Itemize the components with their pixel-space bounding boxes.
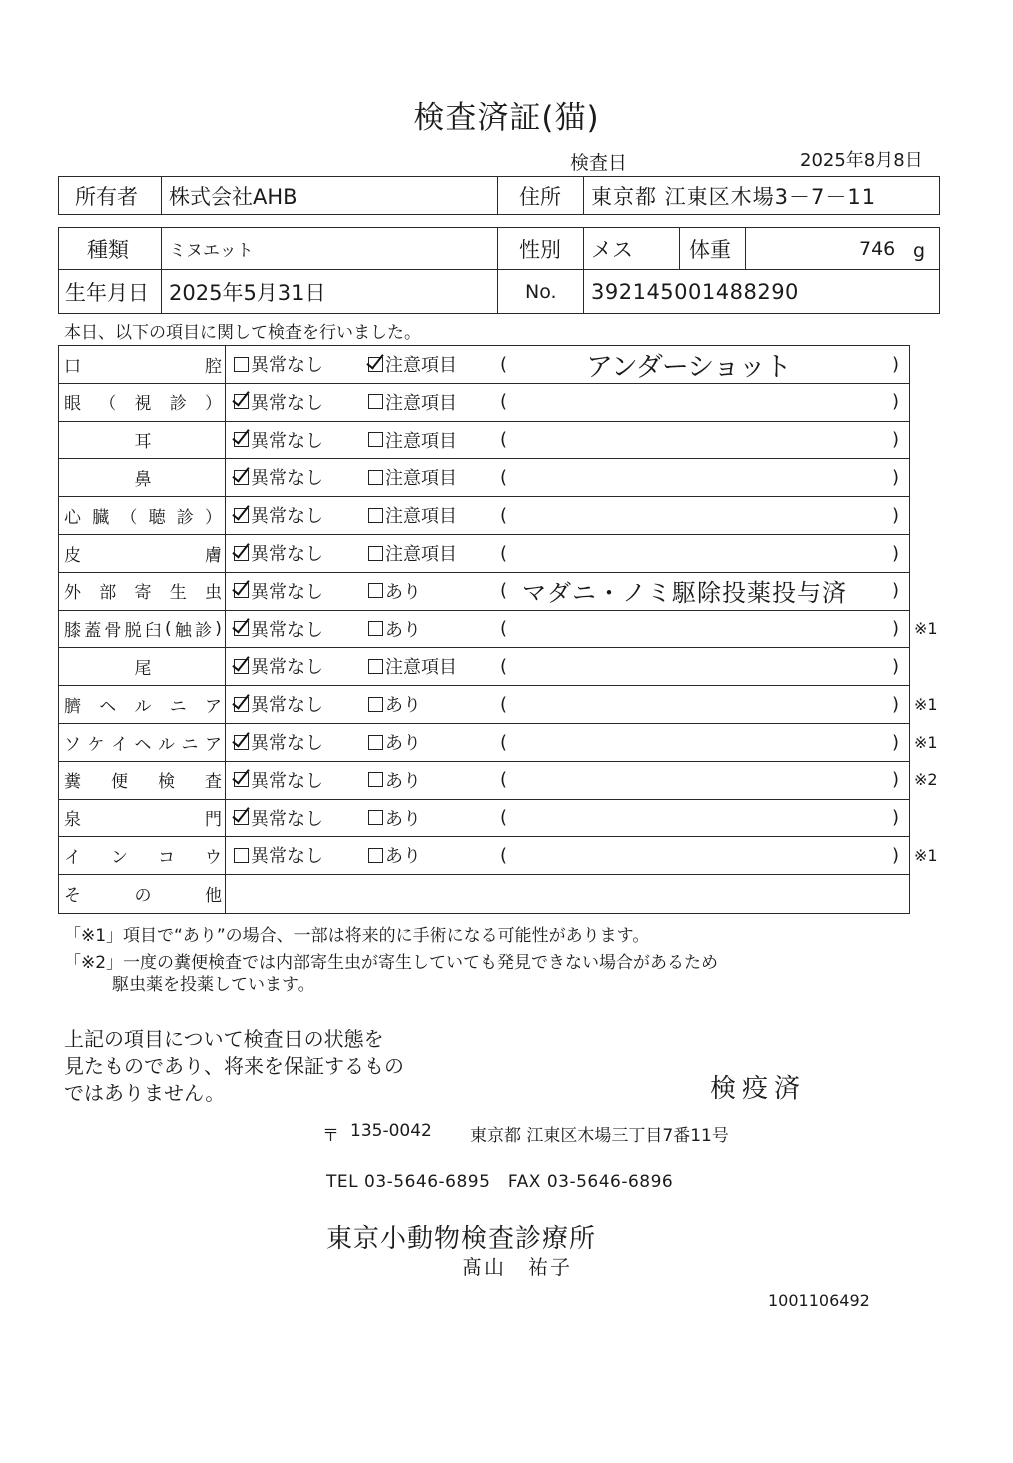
footnote-2-line2: 駆虫薬を投薬しています。 bbox=[112, 975, 315, 995]
checked-checkbox-icon[interactable] bbox=[368, 357, 383, 372]
option-label: 異常なし bbox=[251, 355, 323, 376]
attention-checkbox[interactable] bbox=[368, 345, 457, 383]
footnote-1: 「※1」項目で“あり”の場合、一部は将来的に手術になる可能性があります。 bbox=[64, 926, 650, 946]
option-label: あり bbox=[385, 619, 421, 641]
note-reference: ※1 bbox=[914, 619, 938, 639]
remark-close-paren: ) bbox=[892, 580, 900, 602]
option-label: 異常なし bbox=[251, 544, 323, 565]
option-label: 異常なし bbox=[251, 581, 323, 603]
weight-value: 746 bbox=[859, 237, 896, 260]
footnote-2-line1: 「※2」一度の糞便検査では内部寄生虫が寄生していても発見できない場合があるため bbox=[64, 953, 719, 973]
remark-close-paren: ) bbox=[892, 429, 900, 451]
attention-checkbox[interactable] bbox=[368, 534, 457, 572]
checked-checkbox-icon[interactable] bbox=[234, 621, 249, 636]
normal-checkbox[interactable] bbox=[234, 458, 323, 496]
remark-open-paren: ( bbox=[500, 844, 508, 866]
checked-checkbox-icon[interactable] bbox=[234, 772, 249, 787]
option-label: あり bbox=[385, 808, 421, 830]
remark-open-paren: ( bbox=[500, 618, 508, 640]
item-label: 口 腔 bbox=[64, 356, 222, 377]
item-label: 膝 蓋 骨 脱 臼 ( 触 診 ) bbox=[64, 618, 222, 642]
item-label: 眼 （ 視 診 ） bbox=[64, 394, 222, 415]
address-value: 東京都 江東区木場3－7－11 bbox=[591, 184, 877, 209]
normal-checkbox[interactable] bbox=[234, 647, 323, 685]
normal-checkbox[interactable] bbox=[234, 799, 323, 837]
checkbox-icon[interactable] bbox=[234, 357, 249, 372]
option-label: 異常なし bbox=[251, 619, 323, 641]
clinic-address: 東京都 江東区木場三丁目7番11号 bbox=[470, 1126, 729, 1146]
remark-close-paren: ) bbox=[892, 655, 900, 677]
item-label: 尾 bbox=[134, 658, 152, 679]
normal-checkbox[interactable] bbox=[234, 836, 323, 874]
normal-checkbox[interactable] bbox=[234, 761, 323, 799]
item-label: イ ン コ ウ bbox=[64, 847, 222, 868]
remark-open-paren: ( bbox=[500, 504, 508, 526]
remark-open-paren: ( bbox=[500, 353, 508, 375]
checkbox-icon[interactable] bbox=[234, 848, 249, 863]
option-label: 異常なし bbox=[251, 846, 323, 868]
checkbox-icon[interactable] bbox=[368, 848, 383, 863]
option-label: 異常なし bbox=[251, 733, 323, 754]
remark-close-paren: ) bbox=[892, 731, 900, 753]
normal-checkbox[interactable] bbox=[234, 610, 323, 648]
remark-close-paren: ) bbox=[892, 693, 900, 715]
option-label: 注意項目 bbox=[385, 392, 457, 414]
quarantine-stamp: 検疫済 bbox=[710, 1074, 807, 1104]
remark-open-paren: ( bbox=[500, 466, 508, 488]
checked-checkbox-icon[interactable] bbox=[234, 697, 249, 712]
option-label: 異常なし bbox=[251, 695, 323, 717]
note-reference: ※1 bbox=[914, 732, 938, 752]
normal-checkbox[interactable] bbox=[234, 421, 323, 459]
normal-checkbox[interactable] bbox=[234, 685, 323, 723]
remark-close-paren: ) bbox=[892, 769, 900, 791]
sex-label: 性別 bbox=[519, 237, 561, 262]
checked-checkbox-icon[interactable] bbox=[234, 394, 249, 409]
attention-checkbox[interactable] bbox=[368, 647, 457, 685]
option-label: 異常なし bbox=[251, 430, 323, 452]
weight-label: 体重 bbox=[689, 237, 731, 262]
attention-checkbox[interactable] bbox=[368, 610, 421, 648]
attention-checkbox[interactable] bbox=[368, 685, 421, 723]
serial-number: 1001106492 bbox=[768, 1291, 870, 1310]
owner-table bbox=[58, 176, 940, 215]
remark-close-paren: ) bbox=[892, 542, 900, 564]
item-label: 外 部 寄 生 虫 bbox=[64, 583, 222, 604]
owner-value: 株式会社AHB bbox=[169, 184, 298, 209]
checkbox-icon[interactable] bbox=[368, 621, 383, 636]
option-label: 異常なし bbox=[251, 808, 323, 830]
inspection-date: 2025年8月8日 bbox=[800, 150, 923, 171]
no-value: 392145001488290 bbox=[591, 279, 799, 304]
attention-checkbox[interactable] bbox=[368, 572, 421, 610]
dob-label: 生年月日 bbox=[65, 280, 149, 305]
remark-open-paren: ( bbox=[500, 655, 508, 677]
item-label: 泉 門 bbox=[64, 810, 222, 831]
option-label: 注意項目 bbox=[385, 468, 457, 490]
note-reference: ※1 bbox=[914, 845, 938, 865]
remark-open-paren: ( bbox=[500, 542, 508, 564]
checkbox-icon[interactable] bbox=[368, 470, 383, 485]
remark-open-paren: ( bbox=[500, 693, 508, 715]
doctor-name: 髙山 祐子 bbox=[462, 1255, 572, 1279]
option-label: 注意項目 bbox=[385, 355, 457, 376]
normal-checkbox[interactable] bbox=[234, 345, 323, 383]
checked-checkbox-icon[interactable] bbox=[234, 508, 249, 523]
sex-value: メス bbox=[591, 237, 633, 262]
postal-mark: 〒 bbox=[322, 1126, 339, 1146]
item-label: 糞 便 検 査 bbox=[64, 772, 222, 793]
checked-checkbox-icon[interactable] bbox=[234, 735, 249, 750]
remark-open-paren: ( bbox=[500, 807, 508, 829]
checkbox-icon[interactable] bbox=[368, 394, 383, 409]
checkbox-icon[interactable] bbox=[368, 697, 383, 712]
owner-label: 所有者 bbox=[75, 184, 138, 209]
option-label: 異常なし bbox=[251, 657, 323, 679]
declaration-line: ではありません。 bbox=[64, 1081, 226, 1105]
remark-close-paren: ) bbox=[892, 618, 900, 640]
checkbox-icon[interactable] bbox=[368, 508, 383, 523]
item-label: 鼻 bbox=[134, 469, 152, 490]
remark-open-paren: ( bbox=[500, 429, 508, 451]
checkbox-icon[interactable] bbox=[368, 432, 383, 447]
inspection-date-label: 検査日 bbox=[570, 152, 628, 174]
declaration bbox=[64, 1026, 404, 1107]
checkbox-icon[interactable] bbox=[368, 735, 383, 750]
attention-checkbox[interactable] bbox=[368, 761, 421, 799]
remark-open-paren: ( bbox=[500, 580, 508, 602]
checked-checkbox-icon[interactable] bbox=[234, 583, 249, 598]
attention-checkbox[interactable] bbox=[368, 723, 421, 761]
clinic-phone: TEL 03-5646-6895 FAX 03-5646-6896 bbox=[326, 1172, 674, 1192]
remark-close-paren: ) bbox=[892, 466, 900, 488]
option-label: あり bbox=[385, 846, 421, 868]
option-label: 注意項目 bbox=[385, 430, 457, 452]
attention-checkbox[interactable] bbox=[368, 836, 421, 874]
breed-label: 種類 bbox=[87, 237, 129, 262]
option-label: あり bbox=[385, 733, 421, 754]
option-label: 異常なし bbox=[251, 770, 323, 792]
remark-text: アンダーショット bbox=[586, 351, 791, 383]
item-label: 心 臓 （ 聴 診 ） bbox=[64, 507, 222, 528]
option-label: あり bbox=[385, 770, 421, 792]
remark-close-paren: ) bbox=[892, 807, 900, 829]
animal-table bbox=[58, 227, 940, 314]
remark-open-paren: ( bbox=[500, 769, 508, 791]
normal-checkbox[interactable] bbox=[234, 572, 323, 610]
checkbox-icon[interactable] bbox=[368, 772, 383, 787]
item-label: 耳 bbox=[134, 432, 152, 453]
checked-checkbox-icon[interactable] bbox=[234, 810, 249, 825]
checkbox-icon[interactable] bbox=[368, 583, 383, 598]
normal-checkbox[interactable] bbox=[234, 383, 323, 421]
option-label: あり bbox=[385, 581, 421, 603]
intro-text: 本日、以下の項目に関して検査を行いました。 bbox=[64, 323, 421, 343]
item-label: 臍 ヘ ル ニ ア bbox=[64, 696, 222, 717]
clinic-name: 東京小動物検査診療所 bbox=[326, 1224, 597, 1254]
note-reference: ※1 bbox=[914, 694, 938, 714]
normal-checkbox[interactable] bbox=[234, 496, 323, 534]
page-title: 検査済証(猫) bbox=[413, 100, 600, 136]
option-label: 異常なし bbox=[251, 506, 323, 528]
item-label: ソ ケ イ ヘ ル ニ ア bbox=[64, 734, 222, 755]
checked-checkbox-icon[interactable] bbox=[234, 470, 249, 485]
checked-checkbox-icon[interactable] bbox=[234, 659, 249, 674]
checkbox-icon[interactable] bbox=[368, 659, 383, 674]
option-label: 注意項目 bbox=[385, 657, 457, 679]
declaration-line: 見たものであり、将来を保証するもの bbox=[64, 1054, 404, 1078]
remark-close-paren: ) bbox=[892, 353, 900, 375]
attention-checkbox[interactable] bbox=[368, 383, 457, 421]
normal-checkbox[interactable] bbox=[234, 534, 323, 572]
checkbox-icon[interactable] bbox=[368, 810, 383, 825]
no-label: No. bbox=[525, 280, 557, 303]
normal-checkbox[interactable] bbox=[234, 723, 323, 761]
dob-value: 2025年5月31日 bbox=[169, 280, 326, 305]
remark-text: マダニ・ノミ駆除投薬投与済 bbox=[522, 579, 847, 608]
checked-checkbox-icon[interactable] bbox=[234, 546, 249, 561]
weight-unit: g bbox=[913, 239, 926, 262]
option-label: あり bbox=[385, 695, 421, 717]
option-label: 注意項目 bbox=[385, 506, 457, 528]
option-label: 異常なし bbox=[251, 392, 323, 414]
attention-checkbox[interactable] bbox=[368, 458, 457, 496]
remark-close-paren: ) bbox=[892, 391, 900, 413]
breed-value: ミヌエット bbox=[169, 241, 254, 261]
remark-open-paren: ( bbox=[500, 391, 508, 413]
postal-code: 135-0042 bbox=[350, 1121, 432, 1141]
attention-checkbox[interactable] bbox=[368, 799, 421, 837]
note-reference: ※2 bbox=[914, 770, 938, 790]
item-label: 皮 膚 bbox=[64, 545, 222, 566]
remark-close-paren: ) bbox=[892, 844, 900, 866]
remark-close-paren: ) bbox=[892, 504, 900, 526]
option-label: 異常なし bbox=[251, 468, 323, 490]
address-label: 住所 bbox=[519, 184, 561, 209]
declaration-line: 上記の項目について検査日の状態を bbox=[64, 1027, 384, 1051]
option-label: 注意項目 bbox=[385, 544, 457, 565]
other-label: そ の 他 bbox=[64, 885, 222, 906]
remark-open-paren: ( bbox=[500, 731, 508, 753]
attention-checkbox[interactable] bbox=[368, 421, 457, 459]
attention-checkbox[interactable] bbox=[368, 496, 457, 534]
checkbox-icon[interactable] bbox=[368, 546, 383, 561]
checked-checkbox-icon[interactable] bbox=[234, 432, 249, 447]
